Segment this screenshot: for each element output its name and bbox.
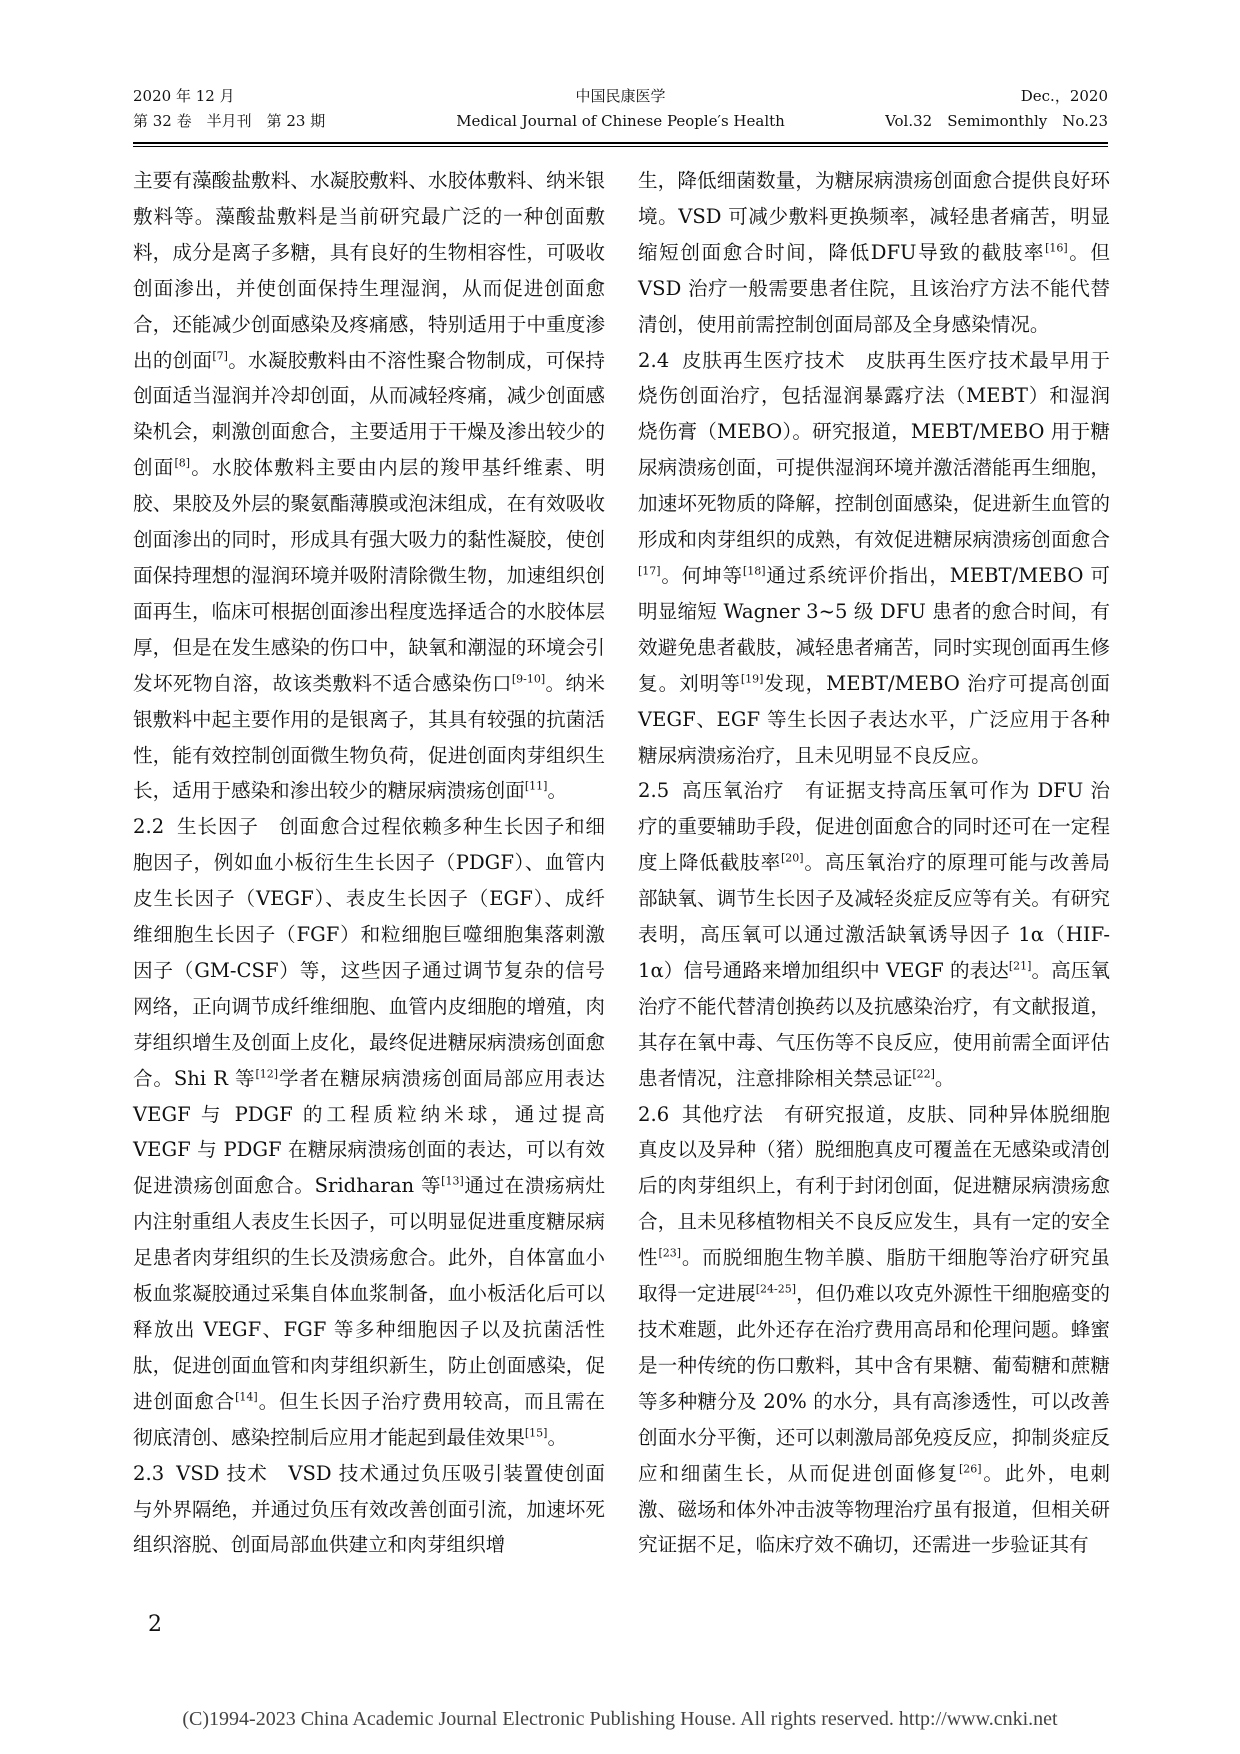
section-number: 2.3 [133, 1461, 165, 1485]
citation: [21] [1008, 959, 1032, 973]
section-2-2 [133, 809, 605, 1455]
journal-title-en: Medical Journal of Chinese People′s Health [456, 112, 785, 130]
body-text: 。 [547, 779, 568, 803]
header-rule-thin [133, 146, 1108, 147]
header-rule-thick [133, 142, 1108, 144]
citation: [9-10] [511, 672, 546, 686]
citation: [24-25] [755, 1282, 797, 1296]
citation: [13] [441, 1174, 464, 1188]
citation: [12] [255, 1067, 279, 1081]
body-text: 主要有藻酸盐敷料、水凝胶敷料、水胶体敷料、纳米银敷料等。藻酸盐敷料是当前研究最广泛的一种创面敷料，成分是离子多糖，具有良好的生物相容性，可吸收创面渗出，并使创面保持生理湿润，从而促进创面愈合，还能减少创面感染及疼痛感，特别适用于中重度渗出的创面 [133, 169, 605, 372]
body-text: ，但仍难以攻克外源性干细胞癌变的技术难题，此外还存在治疗费用高昂和伦理问题。蜂蜜是一种传统的伤口敷料，其中含有果糖、葡萄糖和蔗糖等多种糖分及 20% 的水分，具有高渗透性，可以改善创面水分平衡，还可以刺激局部免疫反应，抑制炎症反应和细菌生长，从而促进创面修复 [638, 1282, 1111, 1485]
body-text: 有研究报道，皮肤、同种异体脱细胞真皮以及异种（猪）脱细胞真皮可覆盖在无感染或清创后的肉芽组织上，有利于封闭创面，促进糖尿病溃疡愈合，且未见移植物相关不良反应发生，具有一定的安全性 [638, 1102, 1111, 1270]
header-volume-en: Vol.32 Semimonthly No.23 [885, 112, 1108, 130]
copyright-footer: (C)1994-2023 China Academic Journal Electronic Publishing House. All rights reserved. http://www.cnki.net [182, 1708, 1058, 1730]
body-text: 有证据支持高压氧可作为 DFU 治疗的重要辅助手段，促进创面愈合的同时还可在一定程度上降低截肢率 [638, 779, 1110, 875]
body-text: VSD 技术通过负压吸引装置使创面与外界隔绝，并通过负压有效改善创面引流，加速坏死组织溶脱、创面局部血供建立和肉芽组织增 [133, 1461, 605, 1557]
citation: [14] [235, 1390, 258, 1404]
body-text: 。 [547, 1425, 568, 1449]
citation: [15] [524, 1426, 548, 1440]
body-text: 创面愈合过程依赖多种生长因子和细胞因子，例如血小板衍生生长因子（PDGF）、血管内皮生长因子（VEGF）、表皮生长因子（EGF）、成纤维细胞生长因子（FGF）和粒细胞巨噬细胞集落刺激因子（GM-CSF）等，这些因子通过调节复杂的信号网络，正向调节成纤维细胞、血管内皮细胞的增殖，肉芽组织增生及创面上皮化，最终促进糖尿病溃疡创面愈合。Shi R 等 [133, 815, 606, 1090]
section-title: VSD 技术 [176, 1461, 268, 1485]
right-column [638, 163, 1110, 1563]
section-title: 皮肤再生医疗技术 [681, 348, 846, 372]
section-number: 2.5 [638, 779, 670, 803]
section-number: 2.6 [638, 1102, 670, 1126]
journal-title-cn: 中国民康医学 [575, 87, 666, 105]
citation: [11] [524, 779, 548, 793]
section-2-6 [638, 1097, 1110, 1564]
body-text: 。水胶体敷料主要由内层的羧甲基纤维素、明胶、果胶及外层的聚氨酯薄膜或泡沫组成，在有效吸收创面渗出的同时，形成具有强大吸力的黏性凝胶，使创面保持理想的湿润环境并吸附清除微生物，加速组织创面再生，临床可根据创面渗出程度选择适合的水胶体层厚，但是在发生感染的伤口中，缺氧和潮湿的环境会引发坏死物自溶，故该类敷料不适合感染伤口 [133, 456, 606, 695]
body-text: 。但生长因子治疗费用较高，而且需在彻底清创、感染控制后应用才能起到最佳效果 [133, 1389, 606, 1449]
body-text: 。而脱细胞生物羊膜、脂肪干细胞等治疗研究虽取得一定进展 [638, 1246, 1111, 1306]
body-text: 皮肤再生医疗技术最早用于烧伤创面治疗，包括湿润暴露疗法（MEBT）和湿润烧伤膏（MEBO）。研究报道，MEBT/MEBO 用于糖尿病溃疡创面，可提供湿润环境并激活潜能再生细胞，加速坏死物质的降解，控制创面感染，促进新生血管的形成和肉芽组织的成熟，有效促进糖尿病溃疡创面愈合 [638, 348, 1111, 552]
body-text: 。但 VSD 治疗一般需要患者住院，且该治疗方法不能代替清创，使用前需控制创面局部及全身感染情况。 [638, 240, 1110, 336]
citation: [16] [1045, 241, 1068, 255]
citation: [8] [174, 456, 191, 470]
citation: [19] [740, 672, 764, 686]
paragraph-dressings [133, 163, 605, 809]
citation: [22] [912, 1067, 935, 1081]
left-column [133, 163, 605, 1563]
body-text: 学者在糖尿病溃疡创面局部应用表达 VEGF 与 PDGF 的工程质粒纳米球，通过提高 VEGF 与 PDGF 在糖尿病溃疡创面的表达，可以有效促进溃疡创面愈合。Sridharan 等 [133, 1066, 605, 1198]
section-number: 2.2 [133, 815, 165, 839]
citation: [17] [638, 564, 661, 578]
section-title: 高压氧治疗 [681, 779, 785, 803]
body-text: 。高压氧治疗不能代替清创换药以及抗感染治疗，有文献报道，其存在氧中毒、气压伤等不良反应，使用前需全面评估患者情况，注意排除相关禁忌证 [638, 958, 1111, 1090]
citation: [7] [212, 349, 228, 362]
page-number: 2 [148, 1612, 162, 1637]
section-title: 其他疗法 [681, 1102, 764, 1126]
section-title: 生长因子 [176, 815, 259, 839]
body-text: 。纳米银敷料中起主要作用的是银离子，其具有较强的抗菌活性，能有效控制创面微生物负荷，促进创面肉芽组织生长，适用于感染和渗出较少的糖尿病溃疡创面 [133, 671, 606, 803]
section-2-4 [638, 343, 1110, 774]
body-text: 生，降低细菌数量，为糖尿病溃疡创面愈合提供良好环境。VSD 可减少敷料更换频率，减轻患者痛苦，明显缩短创面愈合时间，降低DFU导致的截肢率 [638, 169, 1110, 264]
body-text: 。此外，电刺激、磁场和体外冲击波等物理治疗虽有报道，但相关研究证据不足，临床疗效不确切，还需进一步验证其有 [638, 1461, 1111, 1557]
body-text: 通过系统评价指出，MEBT/MEBO 可明显缩短 Wagner 3~5 级 DFU 患者的愈合时间，有效避免患者截肢，减轻患者痛苦，同时实现创面再生修复。刘明等 [638, 563, 1110, 695]
header-date-en: Dec.，2020 [1020, 87, 1108, 105]
section-2-3 [133, 1456, 605, 1564]
running-header [133, 84, 1108, 140]
section-number: 2.4 [638, 348, 670, 372]
body-text: 。 [934, 1066, 955, 1090]
header-volume-cn: 第 32 卷 半月刊 第 23 期 [133, 112, 326, 130]
header-date-cn: 2020 年 12 月 [133, 87, 235, 105]
citation: [18] [742, 564, 766, 578]
body-text: 。水凝胶敷料由不溶性聚合物制成，可保持创面适当湿润并冷却创面，从而减轻疼痛，减少创面感染机会，刺激创面愈合，主要适用于干燥及渗出较少的创面 [133, 348, 605, 480]
header-right [885, 84, 1108, 134]
citation: [23] [658, 1246, 682, 1260]
body-text: 通过在溃疡病灶内注射重组人表皮生长因子，可以明显促进重度糖尿病足患者肉芽组织的生长及溃疡愈合。此外，自体富血小板血浆凝胶通过采集自体血浆制备，血小板活化后可以释放出 VEGF、FGF 等多种细胞因子以及抗菌活性肽，促进创面血管和肉芽组织新生，防止创面感染，促进创面愈合 [133, 1174, 606, 1413]
section-2-5 [638, 773, 1110, 1096]
body-text: 。高压氧治疗的原理可能与改善局部缺氧、调节生长因子及减轻炎症反应等有关。有研究表明，高压氧可以通过激活缺氧诱导因子 1α（HIF-1α）信号通路来增加组织中 VEGF 的表达 [638, 851, 1111, 982]
citation: [26] [959, 1462, 982, 1476]
citation: [20] [781, 851, 804, 865]
section-2-3-continued [638, 163, 1110, 343]
body-text: 发现，MEBT/MEBO 治疗可提高创面 VEGF、EGF 等生长因子表达水平，广泛应用于各种糖尿病溃疡治疗，且未见明显不良反应。 [638, 671, 1110, 767]
body-text: 。何坤等 [660, 563, 743, 587]
